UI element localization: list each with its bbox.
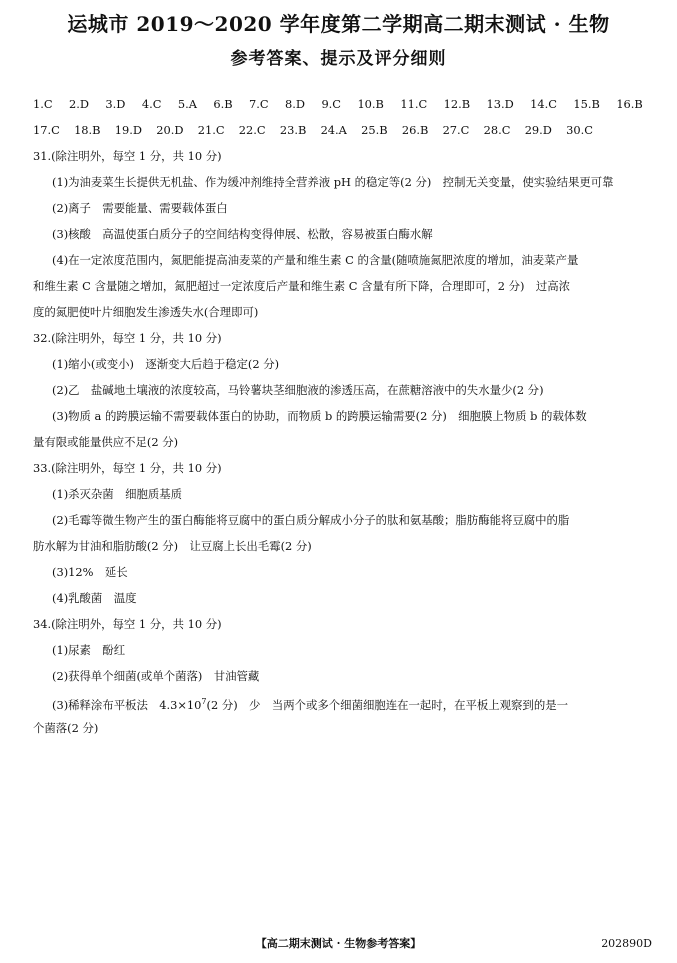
mc-answer: 2.D: [69, 97, 90, 111]
q33-answer-3: (3)12% 延长: [52, 565, 128, 579]
mc-answer: 27.C: [442, 123, 470, 137]
q31-answer-4-line-2: 和维生素 C 含量随之增加，氮肥超过一定浓度后产量和维生素 C 含量有所下降，合理即可，2 分) 过高浓: [33, 279, 571, 293]
mc-answer: 4.C: [141, 97, 162, 111]
mc-answer: 18.B: [74, 123, 101, 137]
document-subtitle: 参考答案、提示及评分细则: [230, 49, 447, 69]
q34-answer-3-line-2: 个菌落(2 分): [33, 721, 99, 735]
q33-heading: 33.(除注明外，每空 1 分，共 10 分): [33, 461, 222, 475]
q31-answer-4-line-1: (4)在一定浓度范围内，氮肥能提高油麦菜的产量和维生素 C 的含量(随喷施氮肥浓度的增加，油麦菜产量: [52, 253, 579, 267]
mc-answer: 9.C: [321, 97, 342, 111]
mc-answer: 16.B: [616, 97, 643, 111]
q31-answer-3: (3)核酸 高温使蛋白质分子的空间结构变得伸展、松散，容易被蛋白酶水解: [52, 227, 433, 241]
exponent: 7: [201, 697, 207, 706]
mc-answer: 25.B: [361, 123, 388, 137]
footer-code: 202890D: [601, 937, 652, 950]
mc-answer: 7.C: [249, 97, 269, 111]
q34-answer-3-text-cont: (2 分) 少 当两个或多个细菌细胞连在一起时，在平板上观察到的是一: [206, 697, 568, 712]
mc-answer: 13.D: [486, 97, 514, 111]
q31-answer-1: (1)为油麦菜生长提供无机盐、作为缓冲剂维持全营养液 pH 的稳定等(2 分) 控制无关变量，使实验结果更可靠: [52, 175, 614, 189]
q32-heading: 32.(除注明外，每空 1 分，共 10 分): [33, 331, 222, 345]
mc-answer: 6.B: [213, 97, 233, 111]
mc-answer: 20.D: [156, 123, 184, 137]
mc-answer: 26.B: [401, 123, 429, 137]
document-title: 运城市 2019～2020 学年度第二学期高二期末测试 · 生物: [67, 12, 610, 36]
footer-label: 【高二期末测试 · 生物参考答案】: [255, 937, 422, 950]
q32-answer-2: (2)乙 盐碱地土壤液的浓度较高，马铃薯块茎细胞液的渗透压高，在蔗糖溶液中的失水量少(2 分): [52, 383, 544, 397]
mc-answer: 21.C: [197, 123, 225, 137]
mc-answer: 1.C: [33, 97, 53, 111]
mc-answers-row-2: [33, 122, 593, 138]
q33-answer-4: (4)乳酸菌 温度: [52, 591, 137, 605]
q32-answer-3-line-2: 量有限或能量供应不足(2 分): [33, 435, 179, 449]
mc-answer: 10.B: [357, 97, 384, 111]
mc-answer: 30.C: [566, 123, 593, 137]
mc-answer: 14.C: [530, 97, 557, 111]
q34-answer-1: (1)尿素 酚红: [52, 643, 126, 657]
q31-heading: 31.(除注明外，每空 1 分，共 10 分): [33, 149, 222, 163]
mc-answer: 11.C: [400, 97, 428, 111]
q31-answer-2: (2)离子 需要能量、需要载体蛋白: [52, 201, 228, 215]
mc-answer: 28.C: [483, 123, 511, 137]
mc-answer: 29.D: [524, 123, 552, 137]
mc-answer: 19.D: [114, 123, 143, 137]
mc-answer: 24.A: [320, 123, 347, 137]
q33-answer-1: (1)杀灭杂菌 细胞质基质: [52, 487, 183, 501]
q31-answer-4-line-3: 度的氮肥使叶片细胞发生渗透失水(合理即可): [33, 305, 259, 319]
mc-answer: 12.B: [443, 97, 471, 111]
mc-answer: 3.D: [105, 97, 126, 111]
mc-answer: 15.B: [573, 97, 600, 111]
mc-answer: 22.C: [238, 123, 266, 137]
mc-answers-row-1: [33, 96, 643, 112]
q32-answer-3-line-1: (3)物质 a 的跨膜运输不需要载体蛋白的协助，而物质 b 的跨膜运输需要(2 分) 细胞膜上物质 b 的载体数: [52, 409, 587, 423]
q33-answer-2-line-1: (2)毛霉等微生物产生的蛋白酶能将豆腐中的蛋白质分解成小分子的肽和氨基酸；脂肪酶能将豆腐中的脂: [52, 513, 570, 527]
q32-answer-1: (1)缩小(或变小) 逐渐变大后趋于稳定(2 分): [52, 357, 280, 371]
q33-answer-2-line-2: 肪水解为甘油和脂肪酸(2 分) 让豆腐上长出毛霉(2 分): [33, 539, 312, 553]
q34-answer-3-line-1: [52, 694, 677, 713]
mc-answer: 5.A: [177, 97, 197, 111]
q34-answer-3-text: (3)稀释涂布平板法 4.3×10: [52, 697, 202, 712]
mc-answer: 8.D: [285, 97, 306, 111]
mc-answer: 17.C: [33, 123, 60, 137]
q34-heading: 34.(除注明外，每空 1 分，共 10 分): [33, 617, 222, 631]
mc-answer: 23.B: [279, 123, 307, 137]
q34-answer-2: (2)获得单个细菌(或单个菌落) 甘油管藏: [52, 669, 260, 683]
